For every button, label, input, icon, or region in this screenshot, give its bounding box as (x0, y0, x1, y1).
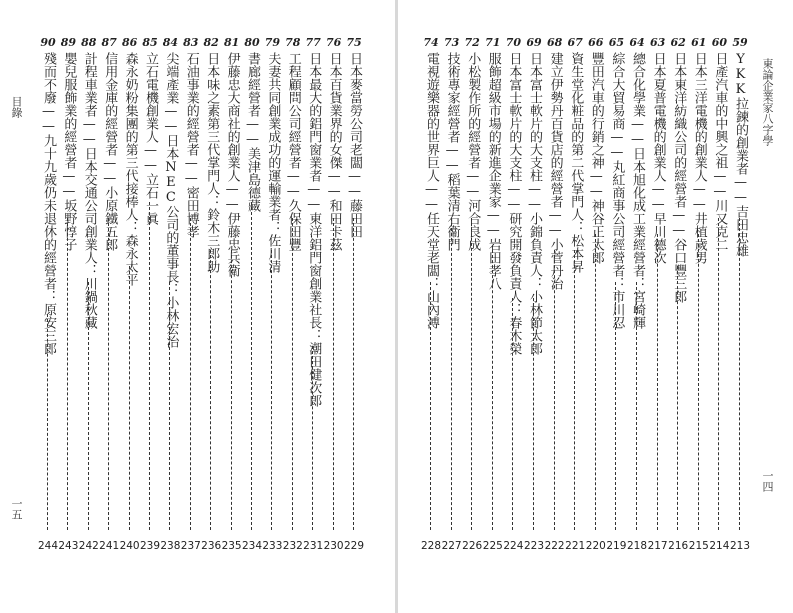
entry-number: 80 (244, 36, 260, 49)
dot-leader (430, 282, 431, 530)
entry-number: 87 (101, 36, 117, 49)
entry-page-number: 233 (262, 540, 283, 552)
dot-leader (739, 218, 740, 530)
toc-entry (58, 36, 79, 552)
entry-page-number: 230 (323, 540, 344, 552)
entry-page-number: 216 (668, 540, 689, 552)
entry-number: 78 (285, 36, 301, 49)
toc-entry (201, 36, 222, 552)
entry-title: 豐田汽車的行銷之神——神谷正太郎 (588, 52, 604, 264)
dot-leader (677, 266, 678, 530)
entry-page-number: 235 (221, 540, 242, 552)
entry-number: 83 (183, 36, 199, 49)
entry-title: YKK拉鍊的創業者——吉田忠雄 (733, 52, 748, 257)
entry-title: 綜合大貿易商——丸紅商事公司經營者：市川忍 (609, 52, 625, 329)
entry-page-number: 215 (688, 540, 709, 552)
entry-title: 森永奶粉集團的第三代接棒人：森永太平 (122, 52, 138, 286)
dot-leader (271, 250, 272, 530)
toc-entry (78, 36, 99, 552)
entry-title: 尖端產業——日本NEC公司的董事長：小林宏治 (163, 52, 179, 348)
entry-title: 技術專家經營者——稻葉清右衞門 (444, 52, 460, 251)
toc-entry (482, 36, 503, 552)
toc-entry (709, 36, 730, 552)
entry-page-number: 229 (343, 540, 365, 552)
entry-page-number: 218 (626, 540, 648, 552)
dot-leader (251, 202, 252, 530)
entry-title: 日本最大的鋁門窗業者——東洋鋁門窗創業社長：潮田健次郎 (306, 52, 322, 407)
entry-number: 60 (711, 36, 728, 49)
dot-leader (129, 266, 130, 530)
dot-leader (615, 282, 616, 530)
dot-leader (353, 218, 354, 530)
entry-title: 伊藤忠大商社的創業人——伊藤忠兵衛 (224, 52, 240, 277)
entry-page-number: 217 (647, 540, 668, 552)
toc-entry (441, 36, 462, 552)
toc-entry (688, 36, 709, 552)
running-head-right: 東論企業家八字學 (761, 58, 774, 146)
entry-page-number: 238 (160, 540, 181, 552)
entry-title: 總合化學業——日本旭化成工業經營者：宮崎輝 (630, 52, 645, 329)
entry-title: 日本百貨業界的女傑——和田卡茲 (326, 52, 342, 251)
toc-entry (139, 36, 161, 552)
dot-leader (231, 250, 232, 530)
dot-leader (718, 218, 719, 530)
entry-number: 59 (732, 36, 748, 49)
toc-entry (606, 36, 627, 552)
entry-number: 62 (670, 36, 686, 49)
running-head-left: 目錄 (10, 96, 23, 118)
entry-number: 74 (423, 36, 439, 49)
toc-entry (221, 36, 242, 552)
entry-page-number: 219 (606, 540, 627, 552)
entry-title: 日本富士軟片的大支柱——小錦負責人：小林節太郎 (527, 52, 542, 355)
entry-number: 65 (608, 36, 625, 49)
entry-page-number: 234 (241, 540, 263, 552)
dot-leader (698, 234, 699, 530)
toc-entry (585, 36, 606, 552)
toc-entry (180, 36, 201, 552)
entry-page-number: 224 (503, 540, 524, 552)
dot-leader (67, 218, 68, 530)
toc-entry (282, 36, 303, 552)
entry-page-number: 236 (201, 540, 222, 552)
toc-entry (544, 36, 565, 552)
dot-leader (190, 218, 191, 530)
toc-entry (668, 36, 689, 552)
entry-page-number: 214 (709, 540, 730, 552)
entry-title: 資生堂化粧品的第二代掌門人：松本昇 (568, 52, 584, 273)
entry-title: 日本味之素第三代掌門人：鈴木三郎助 (204, 52, 220, 273)
dot-leader (312, 346, 313, 530)
toc-entry (323, 36, 344, 552)
dot-leader (333, 218, 334, 530)
toc-entry (420, 36, 442, 552)
toc-entry (503, 36, 524, 552)
entry-title: 夫妻共同創業成功的運輸業者：佐川清 (265, 52, 281, 273)
folio-right: 一四 (761, 470, 774, 492)
entry-number: 68 (546, 36, 563, 49)
entry-number: 71 (485, 36, 501, 49)
entry-number: 81 (223, 36, 240, 49)
dot-leader (451, 218, 452, 530)
toc-entry (523, 36, 545, 552)
entry-page-number: 237 (180, 540, 201, 552)
dot-leader (88, 282, 89, 530)
toc-entry (119, 36, 140, 552)
entry-number: 70 (505, 36, 522, 49)
dot-leader (533, 298, 534, 530)
entry-page-number: 242 (78, 540, 99, 552)
entry-title: 日本東洋紡織公司的經營者——谷口豐三郎 (671, 52, 687, 303)
dot-leader (657, 234, 658, 530)
right-page (397, 0, 793, 613)
entry-number: 63 (649, 36, 666, 49)
dot-leader (149, 202, 150, 530)
entry-title: 電視遊樂器的世界巨人——任天堂老闆：山內溥 (424, 52, 439, 329)
entry-title: 工程顧問公司經營者——久保田豐 (285, 52, 301, 251)
entry-number: 82 (203, 36, 219, 49)
entry-number: 77 (305, 36, 321, 49)
toc-entry (160, 36, 181, 552)
entry-title: 日本富士軟片的大支柱——研究開發負責人：春木榮 (506, 52, 522, 355)
entry-number: 75 (346, 36, 362, 49)
entry-page-number: 243 (58, 540, 79, 552)
entry-number: 73 (443, 36, 460, 49)
entry-number: 79 (264, 36, 281, 49)
entry-number: 67 (567, 36, 583, 49)
entry-title: 日本麥當勞公司老闆——藤田田 (347, 52, 362, 238)
entry-title: 日產汽車的中興之祖——川又克二 (712, 52, 728, 251)
entry-page-number: 220 (585, 540, 606, 552)
toc-entry (303, 36, 324, 552)
entry-number: 64 (629, 36, 645, 49)
toc-entry (462, 36, 483, 552)
entry-title: 日本三洋電機的創業人——井植歲男 (691, 52, 707, 264)
entry-page-number: 227 (441, 540, 462, 552)
entry-title: 小松製作所的經營者——河合良成 (465, 52, 481, 251)
entry-page-number: 240 (119, 540, 140, 552)
dot-leader (108, 218, 109, 530)
dot-leader (636, 282, 637, 530)
entry-number: 90 (40, 36, 56, 49)
toc-entry (565, 36, 586, 552)
entry-title: 立石電機創業人——立石一眞 (143, 52, 158, 225)
folio-left: 一五 (10, 498, 23, 520)
entry-title: 日本夏普電機的創業人——早川德次 (650, 52, 666, 264)
dot-leader (47, 314, 48, 530)
entry-title: 書廊經營者——美津島德藏 (245, 52, 260, 212)
entry-page-number: 223 (523, 540, 545, 552)
entry-title: 服飾超級市場的新進企業家——岩田孝八 (485, 52, 501, 290)
entry-number: 84 (162, 36, 179, 49)
entry-title: 建立伊勢丹百貨店的經營者——小菅丹治 (547, 52, 563, 290)
entry-number: 86 (121, 36, 138, 49)
entry-page-number: 228 (420, 540, 442, 552)
dot-leader (512, 298, 513, 530)
entry-title: 嬰兒服飾業的經營者——坂野惇子 (61, 52, 77, 251)
entry-number: 66 (588, 36, 604, 49)
entry-page-number: 213 (729, 540, 751, 552)
entry-title: 石油事業的經營者——密田博孝 (183, 52, 199, 238)
toc-entry (241, 36, 263, 552)
entry-page-number: 239 (139, 540, 161, 552)
entry-number: 85 (142, 36, 158, 49)
toc-entry (262, 36, 283, 552)
left-page (0, 0, 396, 613)
toc-entry (37, 36, 59, 552)
dot-leader (169, 282, 170, 530)
dot-leader (574, 250, 575, 530)
entry-number: 61 (691, 36, 707, 49)
entry-number: 76 (325, 36, 342, 49)
dot-leader (471, 218, 472, 530)
entry-page-number: 221 (565, 540, 586, 552)
entry-page-number: 244 (37, 540, 59, 552)
entry-page-number: 231 (303, 540, 324, 552)
dot-leader (492, 250, 493, 530)
entry-page-number: 232 (282, 540, 303, 552)
entry-number: 89 (60, 36, 77, 49)
entry-page-number: 226 (462, 540, 483, 552)
entry-page-number: 222 (544, 540, 565, 552)
entry-number: 72 (464, 36, 480, 49)
dot-leader (210, 250, 211, 530)
entry-title: 計程車業者——日本交通公司創業人：川鍋秋藏 (81, 52, 97, 329)
entry-page-number: 241 (99, 540, 120, 552)
entry-number: 69 (526, 36, 542, 49)
dot-leader (292, 218, 293, 530)
toc-entry (729, 36, 751, 552)
entry-page-number: 225 (482, 540, 503, 552)
toc-entry (626, 36, 648, 552)
dot-leader (595, 234, 596, 530)
toc-entry (343, 36, 365, 552)
toc-entry (99, 36, 120, 552)
entry-number: 88 (81, 36, 97, 49)
dot-leader (554, 250, 555, 530)
entry-title: 信用金庫的經營者——小原鐵五郎 (102, 52, 118, 251)
toc-entry (647, 36, 668, 552)
entry-title: 殘而不廢——九十九歲仍未退休的經營者：原安三郎 (41, 52, 56, 355)
